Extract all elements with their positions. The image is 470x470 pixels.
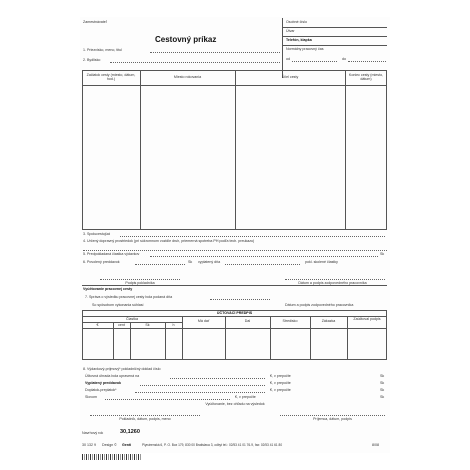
paid-date-label: vyplatený dňa [198,260,221,264]
cashier-signature-label: Podpis pokladníka [125,281,155,285]
cashier-signature-line[interactable] [100,279,180,280]
residence-field[interactable] [110,62,280,63]
companion-field[interactable] [120,236,385,237]
surname-label: 1. Priezvisko, meno, titul [83,48,122,52]
col-eur: € [96,323,99,327]
col-place: Miesto rokovania [173,75,202,79]
settlement-signature-label: Dátum a podpis zodpovedného pracovníka [285,303,354,307]
table-divider [235,70,236,230]
table-divider [165,322,166,360]
table-divider [345,70,346,230]
col-h: h [172,323,175,327]
section-line [82,285,387,286]
advance-field[interactable] [150,256,378,257]
words-label: Slovom [85,395,97,399]
col-center: Stredisko [282,319,298,323]
companion-label: 3. Spolucestujúci [83,232,111,236]
paid-unit: Sk [380,381,385,385]
col-order: Zákazka [321,319,336,323]
personal-no-label: Osobné číslo [286,20,307,24]
ref-label: Vyúčtovanie, bez ohľadu na výsledok [205,402,265,406]
col-end: Koniec cesty (miesto, dátum) [348,73,384,81]
to-field[interactable] [348,61,386,62]
from-field[interactable] [292,61,337,62]
table-divider [347,316,348,360]
barcode [82,454,142,460]
manager-signature-line[interactable] [285,279,385,280]
transport-label: 4. Určený dopravný prostriedok (pri súkromnom vozidle druh, priemerná spotreba PH podľa tech. preukazu) [83,239,255,243]
col-start: Začiatok cesty (miesto, dátum, hod.) [86,73,136,81]
refund-label: Účtovná úhrada bola upravená na [85,374,140,378]
refund-field[interactable] [170,378,265,379]
table-divider [140,70,141,230]
diff-label: Doplatok-preplatok* [85,388,117,392]
report-date-field[interactable] [210,299,270,300]
table-line [82,328,387,329]
settlement-heading: Vyúčtovanie pracovnej cesty [83,287,133,291]
words-field[interactable] [105,399,230,400]
dispatch-label: Navrhový rok [82,431,104,435]
col-debit: Má dať [197,319,210,323]
transport-field[interactable] [83,250,387,251]
working-time-label: Normálny pracovný čas [286,47,324,51]
cashier-final-signature-line[interactable] [90,415,200,416]
cashier-final-signature-label: Pokladník, dátum, podpis, meno [119,417,171,421]
table-divider [130,322,131,360]
footer-address: Plynárenská 6, P. O. Box 179, 830 00 Bratislava 3, odbyt tel.: 02/53 41 01 76-9, fax: 02/53 41 61 80 [142,443,283,447]
header-line [282,45,387,46]
paid-date-field[interactable] [225,264,300,265]
office-label: Útvar [286,29,295,33]
diff-currency: €, v prepočte [270,388,291,392]
col-sk: Sk [145,323,150,327]
paid-field[interactable] [140,385,265,386]
table-header-line [82,85,387,86]
recipient-signature-line[interactable] [280,415,385,416]
accounting-title: ÚČTOVACÍ PREDPIS [216,311,253,315]
refund-currency: €, v prepočte [270,374,291,378]
form-title: Cestovný príkaz [155,35,217,44]
col-credit: Dal [244,319,251,323]
diff-field[interactable] [135,392,265,393]
table-divider [113,322,114,360]
col-purpose: Účel cesty [281,75,299,79]
advance-unit: Sk [380,252,385,256]
footer-code: 30 132 9 [82,443,96,447]
paid-currency: €, v prepočte [270,381,291,385]
amount-header: Čiastka [126,317,138,321]
item8-label: 8. Výdavkový-príjmový* pokladničný doklad číslo [83,367,161,371]
footer-design: Design © [102,443,117,447]
paid-advance-label: Vyplatený preddavok [85,381,122,385]
form-sheet [80,17,390,453]
item7-label: 7. Správa o výsledku pracovnej cesty bola podaná dňa [85,295,173,299]
item7-note: So spôsobom vykonania súhlasí [92,303,144,307]
dispatch-value: 30,1260 [120,429,140,435]
advance-paid-field[interactable] [135,264,185,265]
manager-signature-label: Dátum a podpis zodpovedného pracovníka [298,281,367,285]
residence-label: 2. Bydlisko [83,58,101,62]
refund-unit: Sk [380,374,385,378]
advance-label: 5. Predpokladaná čiastka výdavkov [83,252,140,256]
col-cent: cent [118,323,125,327]
col-posted: Zaúčtoval podpis [353,317,381,321]
words-currency: €, v prepočte [235,395,256,399]
words-unit: Sk [380,395,385,399]
to-label: do [342,57,346,61]
recipient-signature-label: Príjemca, dátum, podpis [313,417,352,421]
footer-brand-logo: Genti [122,443,132,447]
cashier-sig-label: pokl. skolené čiastky [305,260,338,264]
footer-edition: 8/08 [372,443,379,447]
header-line [282,36,387,37]
phone-label: Telefón, klapka [286,38,312,42]
advance-paid-label: 6. Povolený preddavok [83,260,120,264]
employer-label: Zamestnávateľ [83,20,107,24]
surname-field[interactable] [150,52,280,53]
advance-paid-unit: Sk [188,260,193,264]
from-label: od [286,57,290,61]
diff-unit: Sk [380,388,385,392]
header-line [282,27,387,28]
